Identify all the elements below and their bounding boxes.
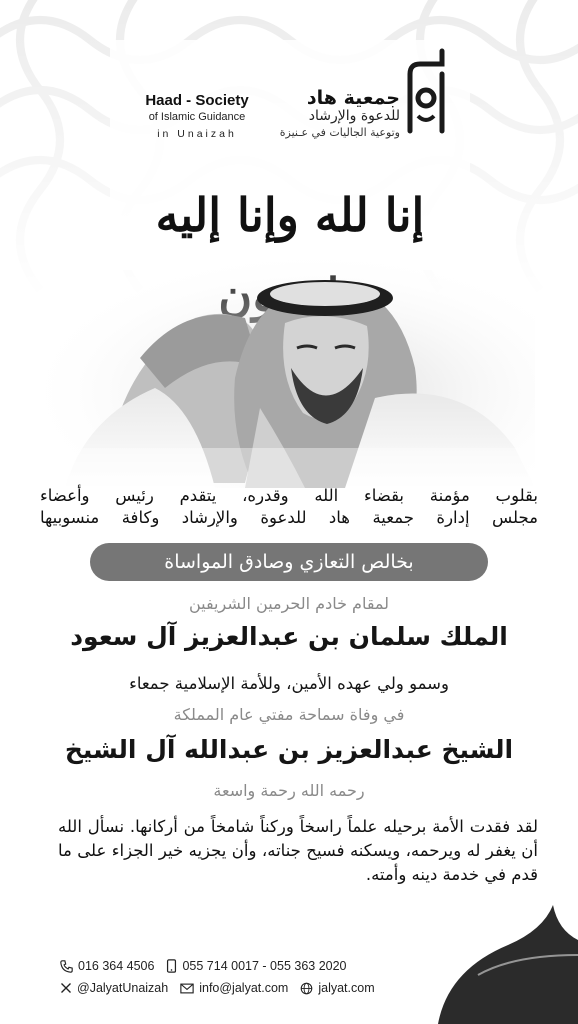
king-name: الملك سلمان بن عبدالعزيز آل سعود [70,622,508,651]
mercy-line: رحمه الله رحمة واسعة [213,781,365,800]
website-url: jalyat.com [318,981,375,995]
sheikh-name: الشيخ عبدالعزيز بن عبدالله آل الشيخ [64,735,514,764]
x-handle: @JalyatUnaizah [77,981,169,995]
haad-logo-icon [402,46,452,136]
org-line2-en: of Islamic Guidance [148,111,246,123]
contact-footer [60,955,380,999]
portrait-photo [45,248,535,488]
intro-line2: مجلس إدارة جمعية هاد للدعوة والإرشاد وكافة منسوبيها [40,508,538,527]
condolence-banner: بخالص التعازي وصادق المواساة [90,543,488,581]
to-title: لمقام خادم الحرمين الشريفين [188,594,390,613]
organization-name-arabic [280,88,400,140]
closing-paragraph: لقد فقدت الأمة برحيله علماً راسخاً وركناً شامخاً من أركانها. نسأل الله أن يغفر له ويرحمه، ويسكنه فسيح جناته، وأن يجزيه خير الجزاء على ما قدم في خدمة دينه وأمته. [58,817,538,884]
website-link[interactable] [300,981,374,995]
mobile-icon [166,959,177,973]
org-line3-ar: وتوعية الجاليات في عـنيزة [279,126,400,139]
phone-number: 016 364 4506 [78,959,155,973]
crown-line: وسمو ولي عهده الأمين، وللأمة الإسلامية جمعاء [129,674,449,693]
email-link[interactable] [180,981,288,995]
intro-paragraph [40,485,538,529]
x-icon [60,982,72,994]
email-address: info@jalyat.com [199,981,289,995]
org-line2-ar: للدعوة والإرشاد [308,108,400,124]
organization-name-english [127,92,267,142]
death-line: في وفاة سماحة مفتي عام المملكة [173,705,405,724]
mobile-contact[interactable] [166,959,346,973]
org-name-ar: جمعية هاد [306,87,400,109]
globe-icon [300,982,313,995]
mobile-numbers: 055 714 0017 - 055 363 2020 [182,959,347,973]
intro-line1: بقلوب مؤمنة بقضاء الله وقدره، يتقدم رئيس وأعضاء [40,486,538,505]
x-account-link[interactable] [60,981,168,995]
phone-icon [60,960,73,973]
dome-decoration-icon [438,900,578,1024]
org-name-en: Haad - Society [145,92,249,109]
org-line3-en: in Unaizah [157,128,237,140]
email-icon [180,983,194,994]
phone-contact[interactable] [60,959,154,973]
calligraphy-title: إنا لله وإنا إليه [155,188,425,242]
